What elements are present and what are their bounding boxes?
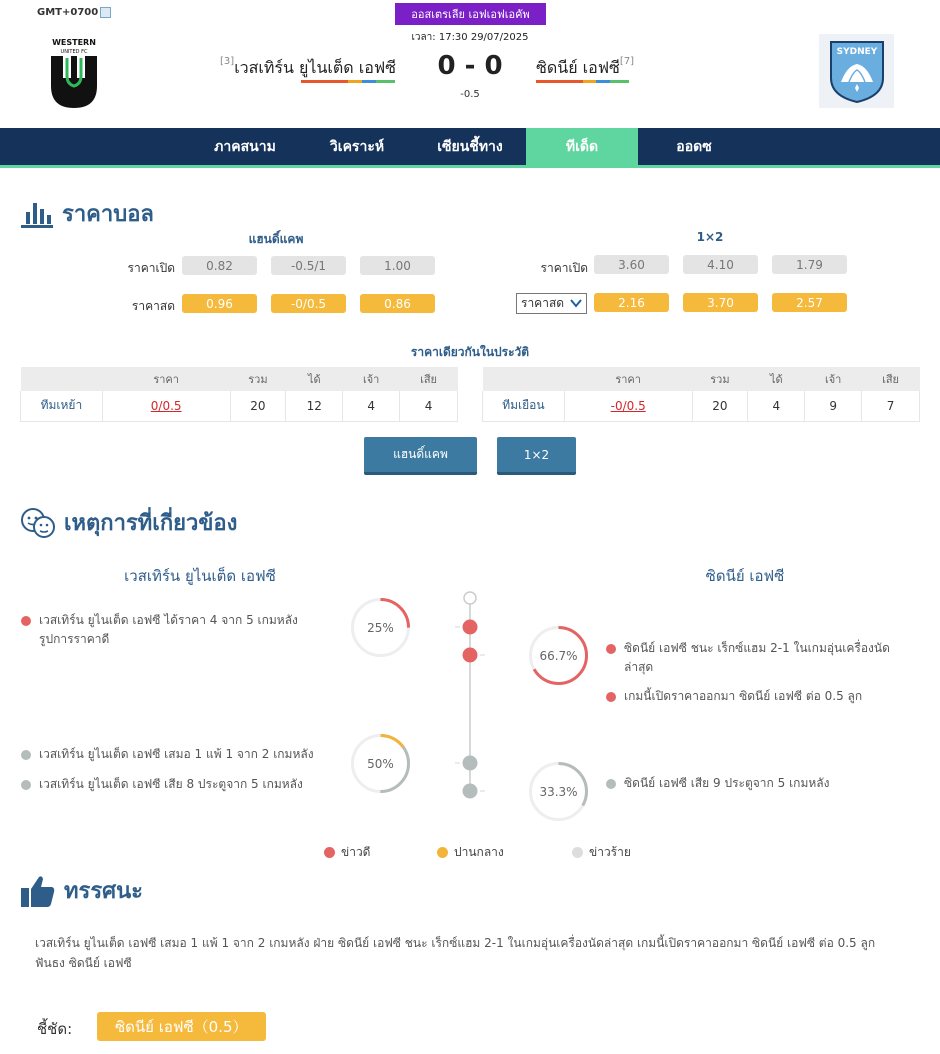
good-dot <box>606 692 616 702</box>
odds-type-select[interactable]: ราคาสด <box>516 293 587 314</box>
bad-dot <box>21 780 31 790</box>
home-team-logo <box>37 34 111 109</box>
home-neutral-ring: 50% <box>350 733 411 794</box>
handicap-live-line[interactable]: -0/0.5 <box>271 294 346 313</box>
handicap-button[interactable]: แฮนดิ์แคพ <box>364 437 477 475</box>
faces-icon <box>20 507 56 539</box>
main-nav <box>0 128 940 168</box>
away-logo-text: SYDNEY <box>836 47 877 57</box>
event-away-good-1: ซิดนีย์ เอฟซี ชนะ เร็กซ์แฮม 2-1 ในเกมอุ่นเครื่องนัดล่าสุด <box>624 639 909 677</box>
home-history-table: ราคา รวม ได้ เจ้า เสีย ทีมเหย้า 0/0.5 20 12 4 4 <box>20 367 458 422</box>
event-home-bad-2: เวสเทิร์น ยูไนเต็ด เอฟซี เสีย 8 ประตูจาก 5 เกมหลัง <box>39 775 339 794</box>
tab-odds[interactable]: ออดซ <box>676 138 712 155</box>
handicap-live-home[interactable]: 0.96 <box>182 294 257 313</box>
handicap-open-label: ราคาเปิด <box>127 261 175 275</box>
timezone-icon[interactable] <box>100 7 111 18</box>
handicap-live-away[interactable]: 0.86 <box>360 294 435 313</box>
tab-picks[interactable]: ทีเด็ด <box>526 128 638 165</box>
events-timeline <box>455 590 485 805</box>
tab-expert-tips[interactable]: เซียนชี้ทาง <box>437 138 503 155</box>
legend-neutral: ปานกลาง <box>437 843 504 862</box>
home-logo-subtext: UNITED FC <box>60 49 88 55</box>
good-dot <box>21 616 31 626</box>
legend-bad: ข่าวร้าย <box>572 843 631 862</box>
1x2-live-away[interactable]: 2.57 <box>772 293 847 312</box>
away-team-name[interactable]: ซิดนีย์ เอฟซี[7] <box>536 56 635 77</box>
handicap-open-line: -0.5/1 <box>271 256 346 275</box>
league-badge[interactable]: ออสเตรเลีย เอฟเอฟเอคัพ <box>395 3 546 25</box>
chevron-down-icon <box>569 296 583 310</box>
opinion-text: เวสเทิร์น ยูไนเต็ด เอฟซี เสมอ 1 แพ้ 1 จาก 2 เกมหลัง ฝ่าย ซิดนีย์ เอฟซี ชนะ เร็กซ์แฮม 2-1 ในเกมอุ่นเครื่องนัดล่าสุด เกมนี้เปิดราคาออกมา ซิดนีย์ เอฟซี ต่อ 0.5 ลูก ฟันธง ซิดนีย์ เอฟซี <box>35 936 876 970</box>
legend-good: ข่าวดี <box>324 843 370 862</box>
handicap-open-home: 0.82 <box>182 256 257 275</box>
bad-dot <box>606 779 616 789</box>
timezone: GMT+0700 <box>37 7 111 18</box>
home-logo-text: WESTERN <box>52 38 96 47</box>
table-row: ทีมเหย้า 0/0.5 20 12 4 4 <box>21 391 458 421</box>
home-good-ring: 25% <box>350 597 411 658</box>
away-bad-ring: 33.3% <box>528 761 589 822</box>
pick-label: ชี้ชัด: <box>37 1020 73 1038</box>
event-away-good-2: เกมนี้เปิดราคาออกมา ซิดนีย์ เอฟซี ต่อ 0.5 ลูก <box>624 687 909 706</box>
tab-analysis[interactable]: วิเคราะห์ <box>329 138 385 155</box>
match-time: เวลา: 17:30 29/07/2025 <box>411 32 529 43</box>
1x2-live-home[interactable]: 2.16 <box>594 293 669 312</box>
1x2-open-home: 3.60 <box>594 255 669 274</box>
away-form-bar <box>536 80 629 83</box>
away-history-table: ราคา รวม ได้ เจ้า เสีย ทีมเยือน -0/0.5 20 4 9 7 <box>482 367 920 422</box>
home-form-bar <box>301 80 395 83</box>
handicap-title: แฮนดิ์แคพ <box>248 232 304 246</box>
odds-section-title: ราคาบอล <box>20 196 154 231</box>
event-home-bad-1: เวสเทิร์น ยูไนเต็ด เอฟซี เสมอ 1 แพ้ 1 จาก 2 เกมหลัง <box>39 745 339 764</box>
1x2-open-label: ราคาเปิด <box>540 261 588 275</box>
bad-dot <box>21 750 31 760</box>
handicap-value: -0.5 <box>460 89 480 100</box>
1x2-button[interactable]: 1×2 <box>497 437 576 475</box>
bar-chart-icon <box>20 200 54 228</box>
1x2-live-draw[interactable]: 3.70 <box>683 293 758 312</box>
score: 0 - 0 <box>437 51 503 81</box>
events-section-title: เหตุการที่เกี่ยวข้อง <box>20 505 237 540</box>
event-away-bad-1: ซิดนีย์ เอฟซี เสีย 9 ประตูจาก 5 เกมหลัง <box>624 774 909 793</box>
opinion-section-title: ทรรศนะ <box>20 873 143 908</box>
thumbs-up-icon <box>20 874 56 908</box>
away-team-logo <box>819 34 894 108</box>
1x2-title: 1×2 <box>696 230 724 244</box>
1x2-open-away: 1.79 <box>772 255 847 274</box>
good-dot <box>606 644 616 654</box>
handicap-live-label: ราคาสด <box>131 299 175 313</box>
home-team-name[interactable]: [3]เวสเทิร์น ยูไนเต็ด เอฟซี <box>220 56 396 77</box>
table-row: ทีมเยือน -0/0.5 20 4 9 7 <box>483 391 920 421</box>
1x2-open-draw: 4.10 <box>683 255 758 274</box>
events-home-team: เวสเทิร์น ยูไนเต็ด เอฟซี <box>124 567 276 585</box>
handicap-open-away: 1.00 <box>360 256 435 275</box>
event-home-good: เวสเทิร์น ยูไนเต็ด เอฟซี ได้ราคา 4 จาก 5 เกมหลัง รูปการราคาดี <box>39 611 329 649</box>
pick-badge: ซิดนีย์ เอฟซี（0.5） <box>97 1012 266 1041</box>
tab-field[interactable]: ภาคสนาม <box>214 138 276 155</box>
history-title: ราคาเดียวกันในประวัติ <box>410 345 530 359</box>
away-good-ring: 66.7% <box>528 625 589 686</box>
events-away-team: ซิดนีย์ เอฟซี <box>705 567 785 585</box>
